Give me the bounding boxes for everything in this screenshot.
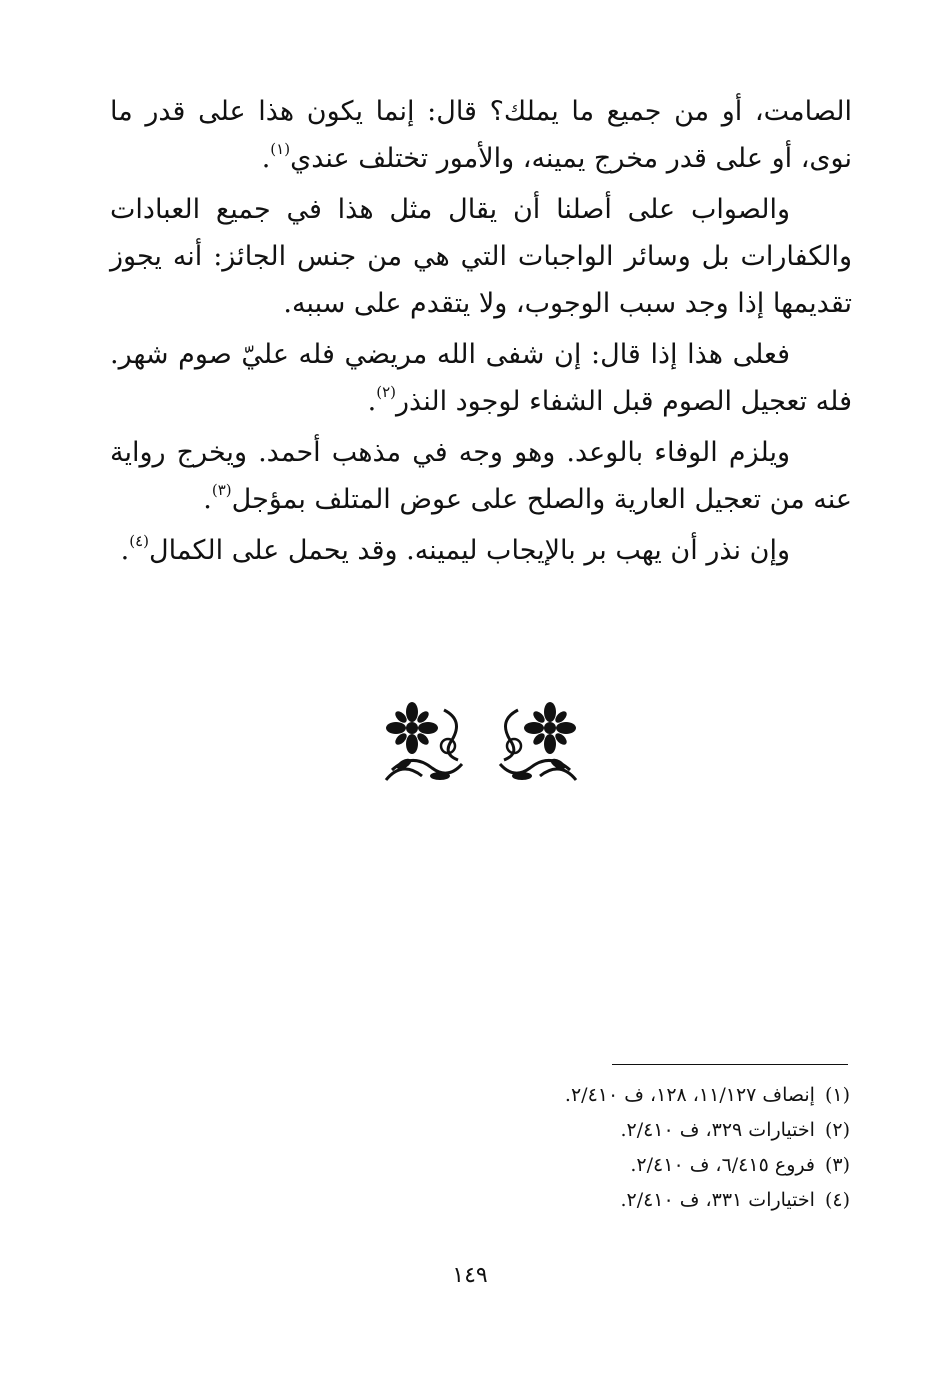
paragraph-text: فعلى هذا إذا قال: إن شفى الله مريضي فله عليّ صوم شهر. فله تعجيل الصوم قبل الشفاء لوجود النذر (110, 339, 852, 417)
footnote-number: (٣) (824, 1154, 850, 1176)
footnote-1 (440, 1078, 850, 1113)
footnote-divider (612, 1064, 848, 1065)
paragraph-5 (110, 527, 852, 574)
footnote-4 (440, 1183, 850, 1218)
footnote-ref-1[interactable]: (١) (270, 140, 291, 158)
main-text (110, 88, 852, 578)
footnote-ref-4[interactable]: (٤) (129, 532, 150, 550)
paragraph-end: . (367, 386, 377, 417)
paragraph-3 (110, 331, 852, 425)
paragraph-4 (110, 429, 852, 523)
paragraph-text: والصواب على أصلنا أن يقال مثل هذا في جميع العبادات والكفارات بل وسائر الواجبات التي هي من جنس الجائز: أنه يجوز تقديمها إذا وجد سبب الوجوب، ولا يتقدم على سببه. (110, 194, 852, 319)
footnote-text: اختيارات ٣٣١، ف ٢/٤١٠. (620, 1189, 815, 1211)
footnote-text: فروع ٦/٤١٥، ف ٢/٤١٠. (630, 1154, 815, 1176)
footnote-ref-2[interactable]: (٢) (376, 383, 396, 401)
footnote-number: (٤) (824, 1189, 850, 1211)
paragraph-text: ويلزم الوفاء بالوعد. وهو وجه في مذهب أحمد. ويخرج رواية عنه من تعجيل العارية والصلح على عوض المتلف بمؤجل (110, 437, 852, 515)
paragraph-text: الصامت، أو من جميع ما يملك؟ قال: إنما يكون هذا على قدر ما نوى، أو على قدر مخرج يمينه، والأمور تختلف عندي (110, 96, 852, 174)
footnote-number: (٢) (824, 1119, 850, 1141)
footnote-3 (440, 1148, 850, 1183)
footnote-text: إنصاف ١١/١٢٧، ١٢٨، ف ٢/٤١٠. (564, 1084, 815, 1106)
floral-ornament-icon (378, 700, 584, 786)
paragraph-end: . (261, 143, 271, 174)
footnote-ref-3[interactable]: (٣) (211, 481, 232, 499)
footnotes (440, 1078, 850, 1218)
paragraph-end: . (203, 484, 212, 515)
paragraph-2 (110, 186, 852, 327)
footnote-2 (440, 1113, 850, 1148)
paragraph-1 (110, 88, 852, 182)
ornament-right (500, 702, 576, 780)
paragraph-end: . (120, 535, 130, 566)
footnote-number: (١) (824, 1084, 850, 1106)
paragraph-text: وإن نذر أن يهب بر بالإيجاب ليمينه. وقد يحمل على الكمال (149, 535, 790, 566)
footnote-text: اختيارات ٣٢٩، ف ٢/٤١٠. (620, 1119, 815, 1141)
page-number: ١٤٩ (452, 1263, 488, 1288)
ornament-left (386, 702, 462, 780)
